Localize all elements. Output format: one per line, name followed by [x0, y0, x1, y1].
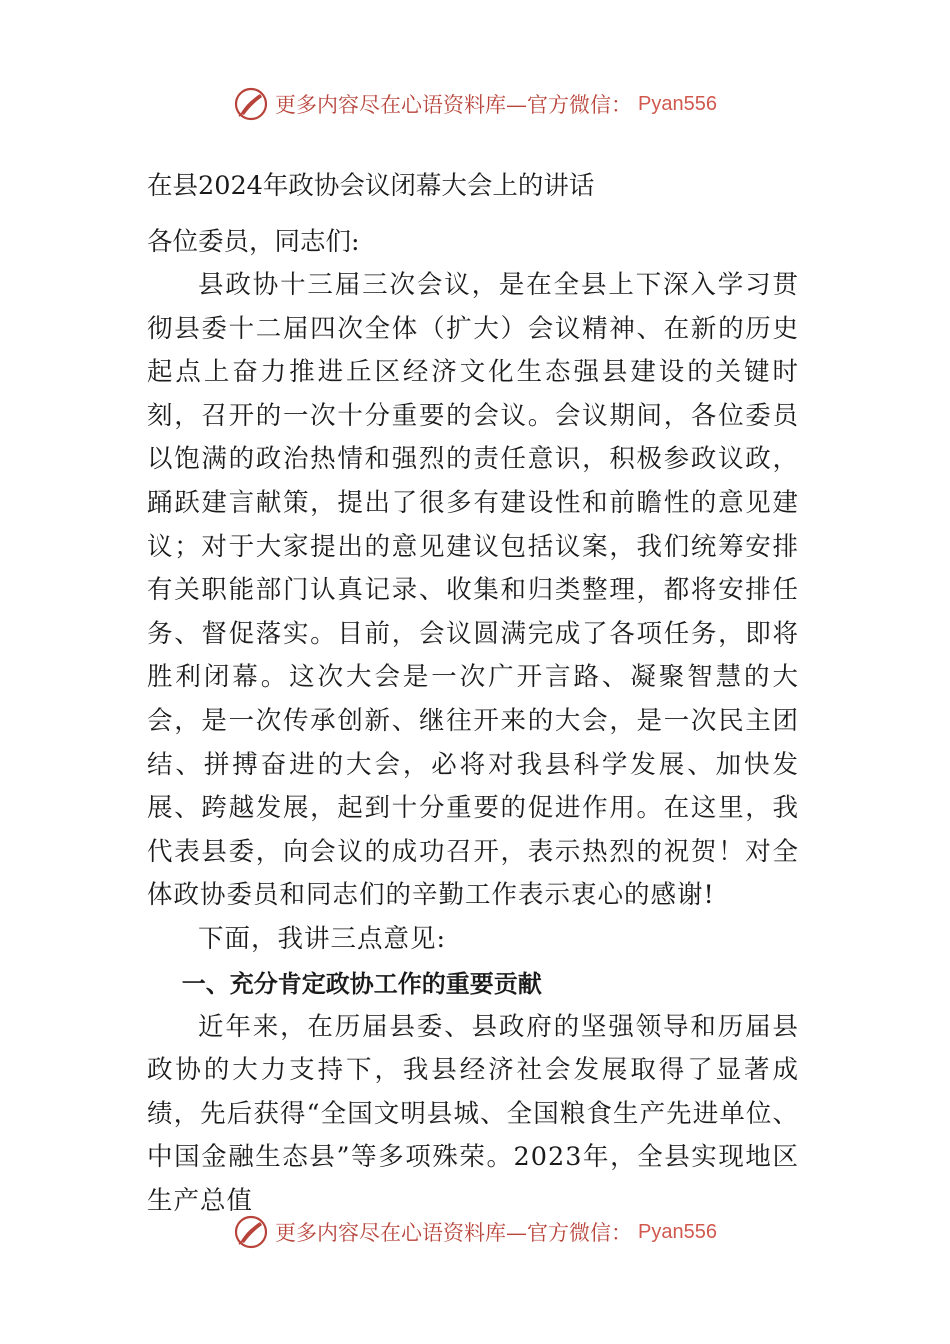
pen-nib-logo-icon: [233, 86, 269, 122]
footer-banner: [0, 1212, 950, 1252]
salutation: 各位委员，同志们:: [147, 227, 360, 257]
document-body: [147, 164, 799, 1223]
banner-wechat-id: Pyan556: [638, 92, 717, 115]
header-banner: [0, 84, 950, 124]
banner-text: 更多内容尽在心语资料库—官方微信：: [275, 93, 633, 117]
banner-wechat-id: Pyan556: [638, 1220, 717, 1243]
paragraph: 县政协十三届三次会议，是在全县上下深入学习贯彻县委十二届四次全体（扩大）会议精神、在新的历史起点上奋力推进丘区经济文化生态强县建设的关键时刻，召开的一次十分重要的会议。会议期间，各位委员以饱满的政治热情和强烈的责任意识，积极参政议政，踊跃建言献策，提出了很多有建设性和前瞻性的意见建议；对于大家提出的意见建议包括议案，我们统筹安排有关职能部门认真记录、收集和归类整理，都将安排任务、督促落实。目前，会议圆满完成了各项任务，即将胜利闭幕。这次大会是一次广开言路、凝聚智慧的大会，是一次传承创新、继往开来的大会，是一次民主团结、拼搏奋进的大会，必将对我县科学发展、加快发展、跨越发展，起到十分重要的促进作用。在这里，我代表县委，向会议的成功召开，表示热烈的祝贺！对全体政协委员和同志们的辛勤工作表示衷心的感谢!: [147, 270, 799, 911]
banner-text: 更多内容尽在心语资料库—官方微信：: [275, 1221, 633, 1245]
paragraph: 近年来，在历届县委、县政府的坚强领导和历届县政协的大力支持下，我县经济社会发展取得了显著成绩，先后获得“全国文明县城、全国粮食生产先进单位、中国金融生态县”等多项殊荣。2023年，全县实现地区生产总值: [147, 1011, 799, 1216]
pen-nib-logo-icon: [233, 1214, 269, 1250]
section-heading: 一、充分肯定政协工作的重要贡献: [181, 969, 542, 998]
paragraph: 下面，我讲三点意见:: [198, 923, 447, 954]
document-title: 在县2024年政协会议闭幕大会上的讲话: [147, 171, 595, 201]
